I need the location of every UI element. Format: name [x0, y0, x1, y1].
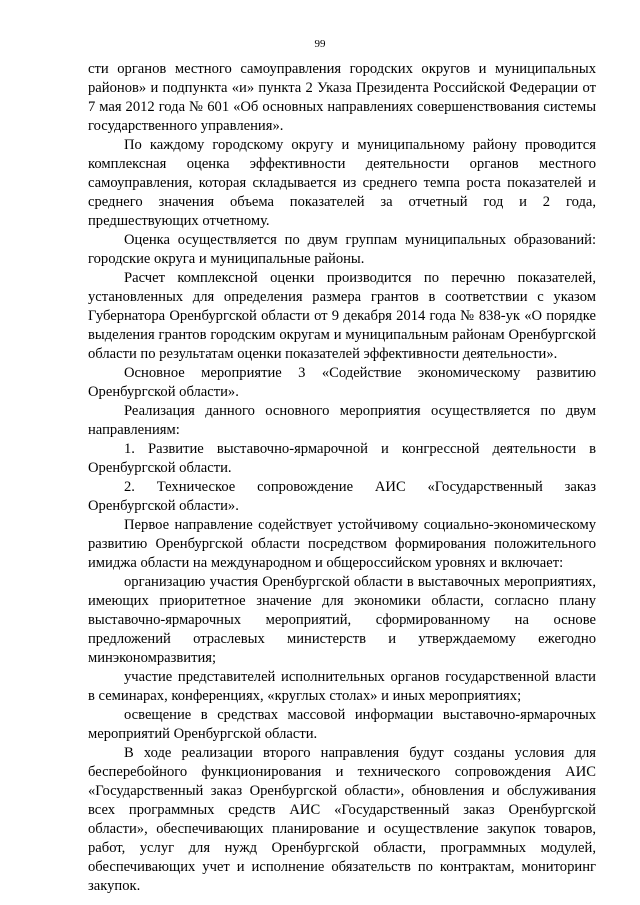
- paragraph: сти органов местного самоуправления городских округов и муниципальных районов» и подпункта «и» пункта 2 Указа Президента Российской Федерации от 7 мая 2012 года № 601 «Об основных направлениях совершенствования системы государственного управления».: [88, 61, 596, 134]
- page-number: 99: [314, 38, 326, 50]
- paragraph: В ходе реализации второго направления будут созданы условия для бесперебойного функционирования и технического сопровождения АИС «Государственный заказ Оренбургской области», обновления и обслуживания всех программных средств АИС «Государственный заказ Оренбургской области», обеспечивающих планирование и осуществление закупок товаров, работ, услуг для нужд Оренбургской области, программных модулей, обеспечивающих учет и исполнение обязательств по контрактам, мониторинг закупок.: [88, 745, 596, 894]
- list-item: 2. Техническое сопровождение АИС «Государственный заказ Оренбургской области».: [88, 479, 596, 514]
- list-item: 1. Развитие выставочно-ярмарочной и конгрессной деятельности в Оренбургской области.: [88, 441, 596, 476]
- paragraph: Реализация данного основного мероприятия осуществляется по двум направлениям:: [88, 403, 596, 438]
- paragraph: По каждому городскому округу и муниципальному району проводится комплексная оценка эффективности деятельности органов местного самоуправления, которая складывается из среднего темпа роста показателей и среднего значения объема показателей за отчетный год и 2 года, предшествующих отчетному.: [88, 137, 596, 229]
- list-item: участие представителей исполнительных органов государственной власти в семинарах, конференциях, «круглых столах» и иных мероприятиях;: [88, 669, 596, 704]
- list-item: освещение в средствах массовой информации выставочно-ярмарочных мероприятий Оренбургской области.: [88, 707, 596, 742]
- paragraph: Оценка осуществляется по двум группам муниципальных образований: городские округа и муниципальные районы.: [88, 232, 596, 267]
- document-body: [88, 60, 596, 896]
- paragraph: Первое направление содействует устойчивому социально-экономическому развитию Оренбургской области посредством формирования положительного имиджа области на международном и общероссийском уровнях и включает:: [88, 517, 596, 571]
- paragraph: Расчет комплексной оценки производится по перечню показателей, установленных для определения размера грантов в соответствии с указом Губернатора Оренбургской области от 9 декабря 2014 года № 838-ук «О порядке выделения грантов городским округам и муниципальным районам Оренбургской области по результатам оценки показателей эффективности деятельности».: [88, 270, 596, 362]
- paragraph: Основное мероприятие 3 «Содействие экономическому развитию Оренбургской области».: [88, 365, 596, 400]
- list-item: организацию участия Оренбургской области в выставочных мероприятиях, имеющих приоритетное значение для экономики области, согласно плану выставочно-ярмарочных мероприятий, сформированному на основе предложений отраслевых министерств и утверждаемому ежегодно минэкономразвития;: [88, 574, 596, 666]
